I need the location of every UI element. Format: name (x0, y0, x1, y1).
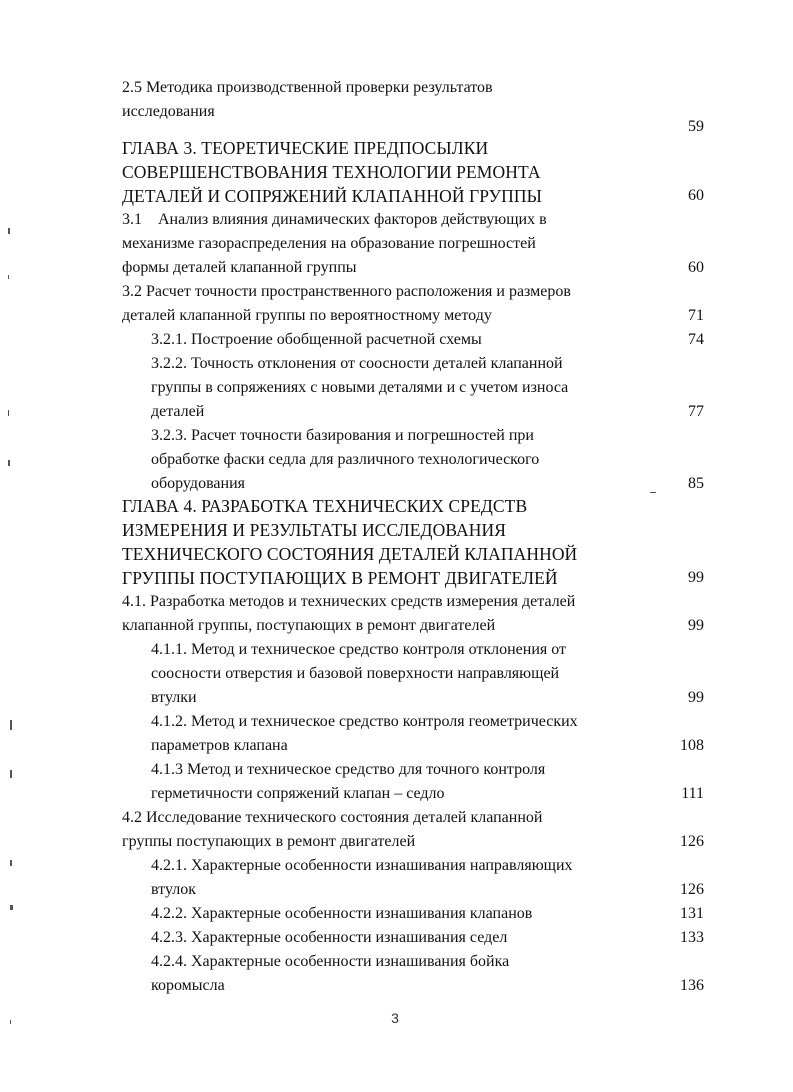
toc-page-number: 59 (688, 118, 704, 135)
scan-artifact (8, 460, 10, 466)
toc-entry-3-2-1: 3.2.1. Построение обобщенной расчетной схемы (151, 331, 482, 348)
toc-entry-3-2-line-1: 3.2 Расчет точности пространственного расположения и размеров (122, 283, 571, 300)
toc-entry-4-1-3-line-2: герметичности сопряжений клапан – седло (151, 785, 445, 802)
toc-entry-3-1-line-1: 3.1 Анализ влияния динамических факторов действующих в (122, 211, 547, 228)
scan-artifact (8, 410, 9, 416)
toc-entry-4-1-line-1: 4.1. Разработка методов и технических средств измерения деталей (122, 593, 576, 610)
toc-chapter-3-line-3: ДЕТАЛЕЙ И СОПРЯЖЕНИЙ КЛАПАННОЙ ГРУППЫ (122, 186, 542, 206)
toc-entry-3-1-line-3: формы деталей клапанной группы (122, 259, 357, 276)
scan-artifact (650, 492, 656, 493)
toc-entry-4-1-line-2: клапанной группы, поступающих в ремонт двигателей (122, 617, 496, 634)
toc-page-number: 133 (680, 929, 704, 946)
toc-chapter-4-line-1: ГЛАВА 4. РАЗРАБОТКА ТЕХНИЧЕСКИХ СРЕДСТВ (122, 496, 528, 516)
scan-artifact (8, 275, 9, 279)
toc-entry-4-1-1-line-2: соосности отверстия и базовой поверхности направляющей (151, 665, 560, 682)
scan-artifact (10, 770, 12, 778)
toc-chapter-4-line-4: ГРУППЫ ПОСТУПАЮЩИХ В РЕМОНТ ДВИГАТЕЛЕЙ (122, 568, 558, 588)
toc-entry-3-2-3-line-3: оборудования (151, 475, 245, 492)
scan-artifact (10, 720, 12, 730)
toc-entry-4-1-3-line-1: 4.1.3 Метод и техническое средство для точного контроля (151, 761, 546, 778)
toc-page-number: 71 (688, 307, 704, 324)
toc-page-number: 60 (688, 187, 704, 204)
toc-entry-2-5-line-2: исследования (122, 103, 215, 120)
toc-entry-4-2-4-line-1: 4.2.4. Характерные особенности изнашивания бойка (151, 953, 510, 970)
toc-page-number: 99 (688, 689, 704, 706)
toc-entry-3-2-2-line-3: деталей (151, 403, 205, 420)
toc-page-number: 131 (680, 905, 704, 922)
page-number: 3 (391, 1010, 399, 1026)
toc-entry-3-2-3-line-2: обработке фаски седла для различного технологического (151, 451, 540, 468)
toc-entry-4-1-1-line-1: 4.1.1. Метод и техническое средство контроля отклонения от (151, 641, 567, 658)
toc-entry-3-2-line-2: деталей клапанной группы по вероятностному методу (122, 307, 492, 324)
toc-page-number: 126 (680, 881, 704, 898)
toc-entry-2-5-line-1: 2.5 Методика производственной проверки результатов (122, 79, 493, 96)
toc-entry-4-2-4-line-2: коромысла (151, 977, 225, 994)
toc-entry-4-2-3: 4.2.3. Характерные особенности изнашивания седел (151, 929, 508, 946)
toc-chapter-4-line-2: ИЗМЕРЕНИЯ И РЕЗУЛЬТАТЫ ИССЛЕДОВАНИЯ (122, 520, 506, 540)
toc-page-number: 126 (680, 833, 704, 850)
scan-artifact (10, 860, 12, 866)
toc-entry-3-2-3-line-1: 3.2.3. Расчет точности базирования и погрешностей при (151, 427, 534, 444)
toc-entry-4-2-line-2: группы поступающих в ремонт двигателей (122, 833, 416, 850)
toc-entry-4-2-1-line-2: втулок (151, 881, 196, 898)
toc-page-number: 74 (688, 331, 704, 348)
toc-chapter-4-line-3: ТЕХНИЧЕСКОГО СОСТОЯНИЯ ДЕТАЛЕЙ КЛАПАННОЙ (122, 544, 578, 564)
toc-page-number: 60 (688, 259, 704, 276)
toc-entry-4-2-line-1: 4.2 Исследование технического состояния деталей клапанной (122, 809, 543, 826)
toc-page-number: 99 (688, 569, 704, 586)
toc-page-number: 136 (680, 977, 704, 994)
toc-entry-3-2-2-line-1: 3.2.2. Точность отклонения от соосности деталей клапанной (151, 355, 563, 372)
toc-page-number: 108 (680, 737, 704, 754)
toc-entry-4-2-1-line-1: 4.2.1. Характерные особенности изнашивания направляющих (151, 857, 573, 874)
toc-page-number: 85 (688, 475, 704, 492)
toc-page-number: 99 (688, 617, 704, 634)
toc-entry-4-1-2-line-1: 4.1.2. Метод и техническое средство контроля геометрических (151, 713, 578, 730)
toc-entry-4-2-2: 4.2.2. Характерные особенности изнашивания клапанов (151, 905, 533, 922)
toc-page-number: 77 (688, 403, 704, 420)
toc-entry-4-1-2-line-2: параметров клапана (151, 737, 288, 754)
toc-page-number: 111 (681, 785, 704, 802)
toc-entry-3-2-2-line-2: группы в сопряжениях с новыми деталями и с учетом износа (151, 379, 569, 396)
scan-artifact (10, 905, 13, 910)
toc-chapter-3-line-1: ГЛАВА 3. ТЕОРЕТИЧЕСКИЕ ПРЕДПОСЫЛКИ (122, 138, 489, 158)
toc-chapter-3-line-2: СОВЕРШЕНСТВОВАНИЯ ТЕХНОЛОГИИ РЕМОНТА (122, 162, 541, 182)
toc-entry-4-1-1-line-3: втулки (151, 689, 197, 706)
toc-entry-3-1-line-2: механизме газораспределения на образование погрешностей (122, 235, 536, 252)
scan-artifact (8, 228, 10, 234)
scan-artifact (10, 1020, 11, 1024)
